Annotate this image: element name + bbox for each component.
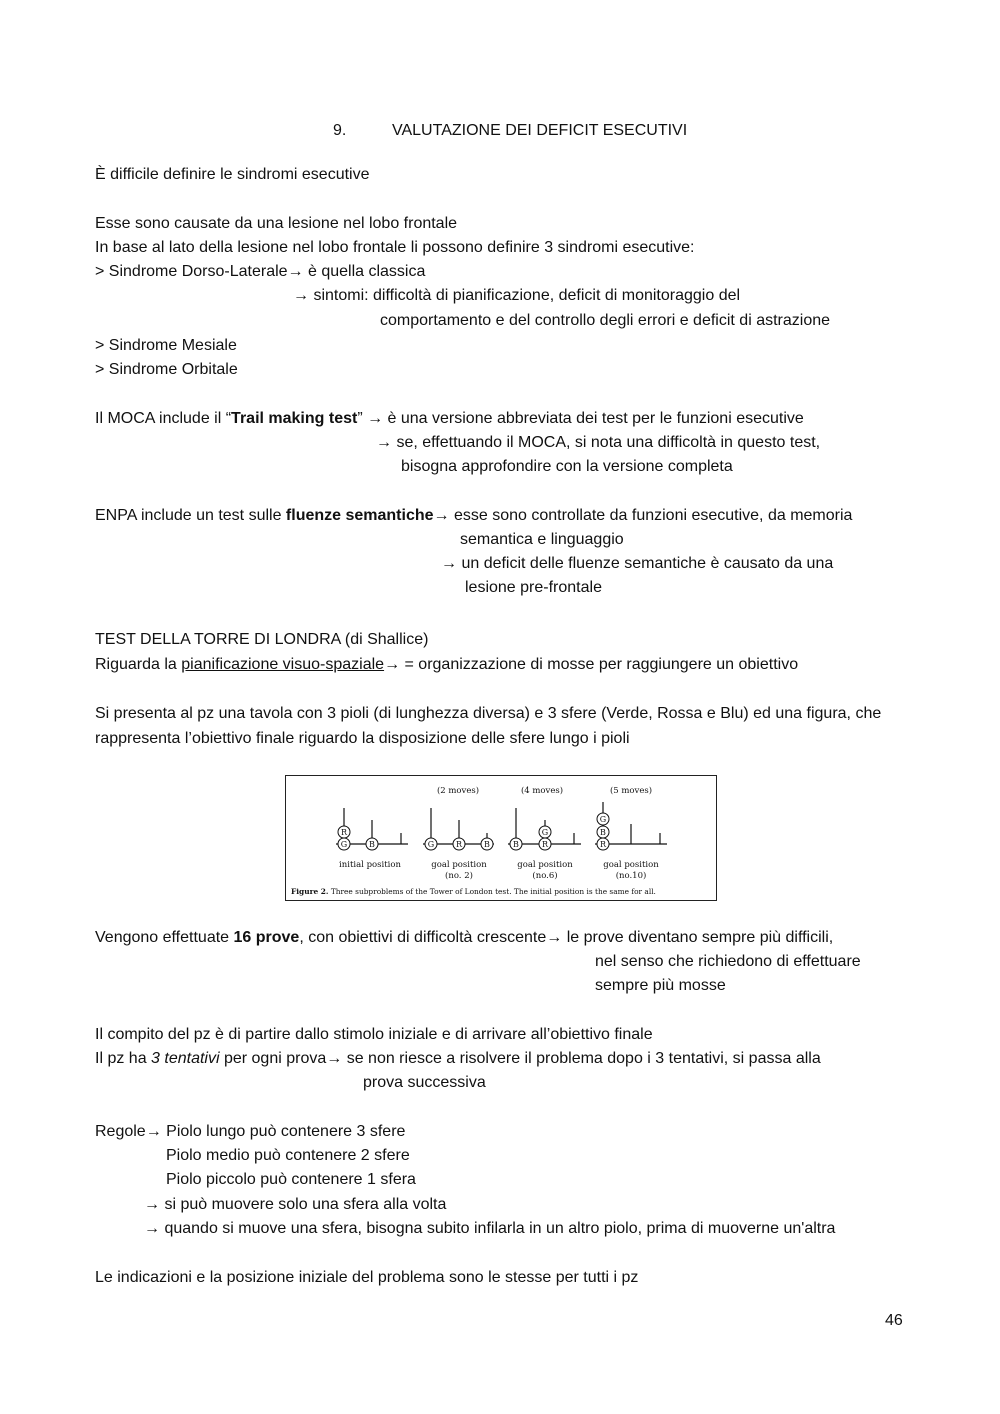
trail-making-test-term: Trail making test (231, 410, 358, 427)
tower-diagram (286, 776, 716, 900)
text-line: → sintomi: difficoltà di pianificazione, deficit di monitoraggio del (293, 287, 741, 304)
text-line: TEST DELLA TORRE DI LONDRA (di Shallice) (95, 631, 429, 648)
moves-label: (2 moves) (436, 786, 480, 796)
svg-text:R: R (455, 840, 463, 849)
page-number: 46 (885, 1312, 903, 1329)
text-span: Riguarda la (95, 656, 182, 673)
text-span: → esse sono controllate da funzioni esecutive, da memoria (433, 507, 853, 524)
text-span: → = organizzazione di mosse per raggiungere un obiettivo (384, 656, 799, 673)
text-line: In base al lato della lesione nel lobo frontale li possono definire 3 sindromi esecutive: (95, 239, 695, 256)
text-span: ENPA include un test sulle (95, 507, 286, 524)
pianificazione-term: pianificazione visuo-spaziale (181, 656, 385, 673)
text-span: Il MOCA include il “ (95, 410, 232, 427)
text-line: sempre più mosse (595, 977, 726, 994)
position-label: initial position (339, 860, 401, 870)
position-label: goal position (517, 860, 573, 870)
fluenze-semantiche-term: fluenze semantiche (285, 507, 434, 524)
ball-blue (481, 838, 493, 850)
sixteen-trials-term: 16 prove (233, 929, 300, 946)
tower-of-london-figure (285, 775, 717, 901)
text-line: bisogna approfondire con la versione completa (401, 458, 733, 475)
text-line: comportamento e del controllo degli errori e deficit di astrazione (380, 312, 831, 329)
svg-text:R: R (340, 828, 348, 837)
svg-text:G: G (541, 828, 549, 837)
ball-red (539, 838, 551, 850)
ball-green (425, 838, 437, 850)
text-span: ” → è una versione abbreviata dei test per le funzioni esecutive (357, 410, 804, 427)
text-span: , con obiettivi di difficoltà crescente→ le prove diventano sempre più difficili, (299, 929, 834, 946)
text-line: Il compito del pz è di partire dallo stimolo iniziale e di arrivare all’obiettivo finale (95, 1026, 653, 1043)
text-span: Vengono effettuate (95, 929, 234, 946)
ball-blue (597, 826, 609, 838)
text-line: → un deficit delle fluenze semantiche è causato da una (441, 555, 834, 572)
svg-text:B: B (484, 840, 490, 849)
moves-label: (4 moves) (520, 786, 564, 796)
text-span: per ogni prova→ se non riesce a risolvere il problema dopo i 3 tentativi, si passa alla (219, 1050, 821, 1067)
ball-green (539, 826, 551, 838)
svg-text:B: B (600, 828, 606, 837)
svg-text:G: G (599, 815, 607, 824)
section-number: 9. (333, 122, 347, 139)
text-line: Regole→ Piolo lungo può contenere 3 sfere (95, 1123, 406, 1140)
section-title: VALUTAZIONE DEI DEFICIT ESECUTIVI (392, 122, 688, 139)
section-heading (333, 121, 687, 141)
text-line (95, 409, 804, 429)
three-attempts-term: 3 tentativi (151, 1050, 220, 1067)
position-label: goal position (603, 860, 659, 870)
ball-red (338, 826, 350, 838)
svg-text:G: G (340, 840, 348, 849)
text-line: → si può muovere solo una sfera alla volta (144, 1196, 447, 1213)
ball-red (597, 838, 609, 850)
text-line: Piolo piccolo può contenere 1 sfera (166, 1171, 416, 1188)
text-line: lesione pre-frontale (465, 579, 602, 596)
ball-green (597, 813, 609, 825)
text-line: nel senso che richiedono di effettuare (595, 953, 861, 970)
svg-text:B: B (513, 840, 519, 849)
text-line (95, 655, 798, 675)
position-sublabel: (no.10) (615, 871, 647, 881)
text-line: → se, effettuando il MOCA, si nota una difficoltà in questo test, (376, 434, 821, 451)
text-span: Il pz ha (95, 1050, 152, 1067)
text-line: Piolo medio può contenere 2 sfere (166, 1147, 410, 1164)
text-line (95, 928, 833, 948)
text-line: → quando si muove una sfera, bisogna subito infilarla in un altro piolo, prima di muoverne un'altra (144, 1220, 836, 1237)
text-line: Esse sono causate da una lesione nel lobo frontale (95, 215, 458, 232)
text-line (95, 1049, 821, 1069)
text-line: > Sindrome Orbitale (95, 361, 238, 378)
text-line (95, 506, 852, 526)
ball-green (338, 838, 350, 850)
text-line: rappresenta l’obiettivo finale riguardo la disposizione delle sfere lungo i pioli (95, 730, 630, 747)
svg-text:R: R (541, 840, 549, 849)
text-line: semantica e linguaggio (460, 531, 624, 548)
svg-text:B: B (369, 840, 375, 849)
text-line: > Sindrome Mesiale (95, 337, 237, 354)
text-line: prova successiva (363, 1074, 486, 1091)
text-line: Le indicazioni e la posizione iniziale del problema sono le stesse per tutti i pz (95, 1269, 639, 1286)
text-line: > Sindrome Dorso-Laterale→ è quella classica (95, 263, 426, 280)
ball-blue (510, 838, 522, 850)
position-label: goal position (431, 860, 487, 870)
position-sublabel: (no. 2) (445, 871, 473, 881)
text-line: Si presenta al pz una tavola con 3 pioli (di lunghezza diversa) e 3 sfere (Verde, Rossa e Blu) ed una figura, che (95, 705, 882, 722)
figure-caption: Figure 2. Three subproblems of the Tower of London test. The initial position is the same for all. (291, 887, 656, 896)
position-sublabel: (no.6) (532, 871, 558, 881)
text-line: È difficile definire le sindromi esecutive (95, 166, 370, 183)
svg-text:R: R (599, 840, 607, 849)
svg-text:G: G (427, 840, 435, 849)
ball-blue (366, 838, 378, 850)
ball-red (453, 838, 465, 850)
moves-label: (5 moves) (609, 786, 653, 796)
